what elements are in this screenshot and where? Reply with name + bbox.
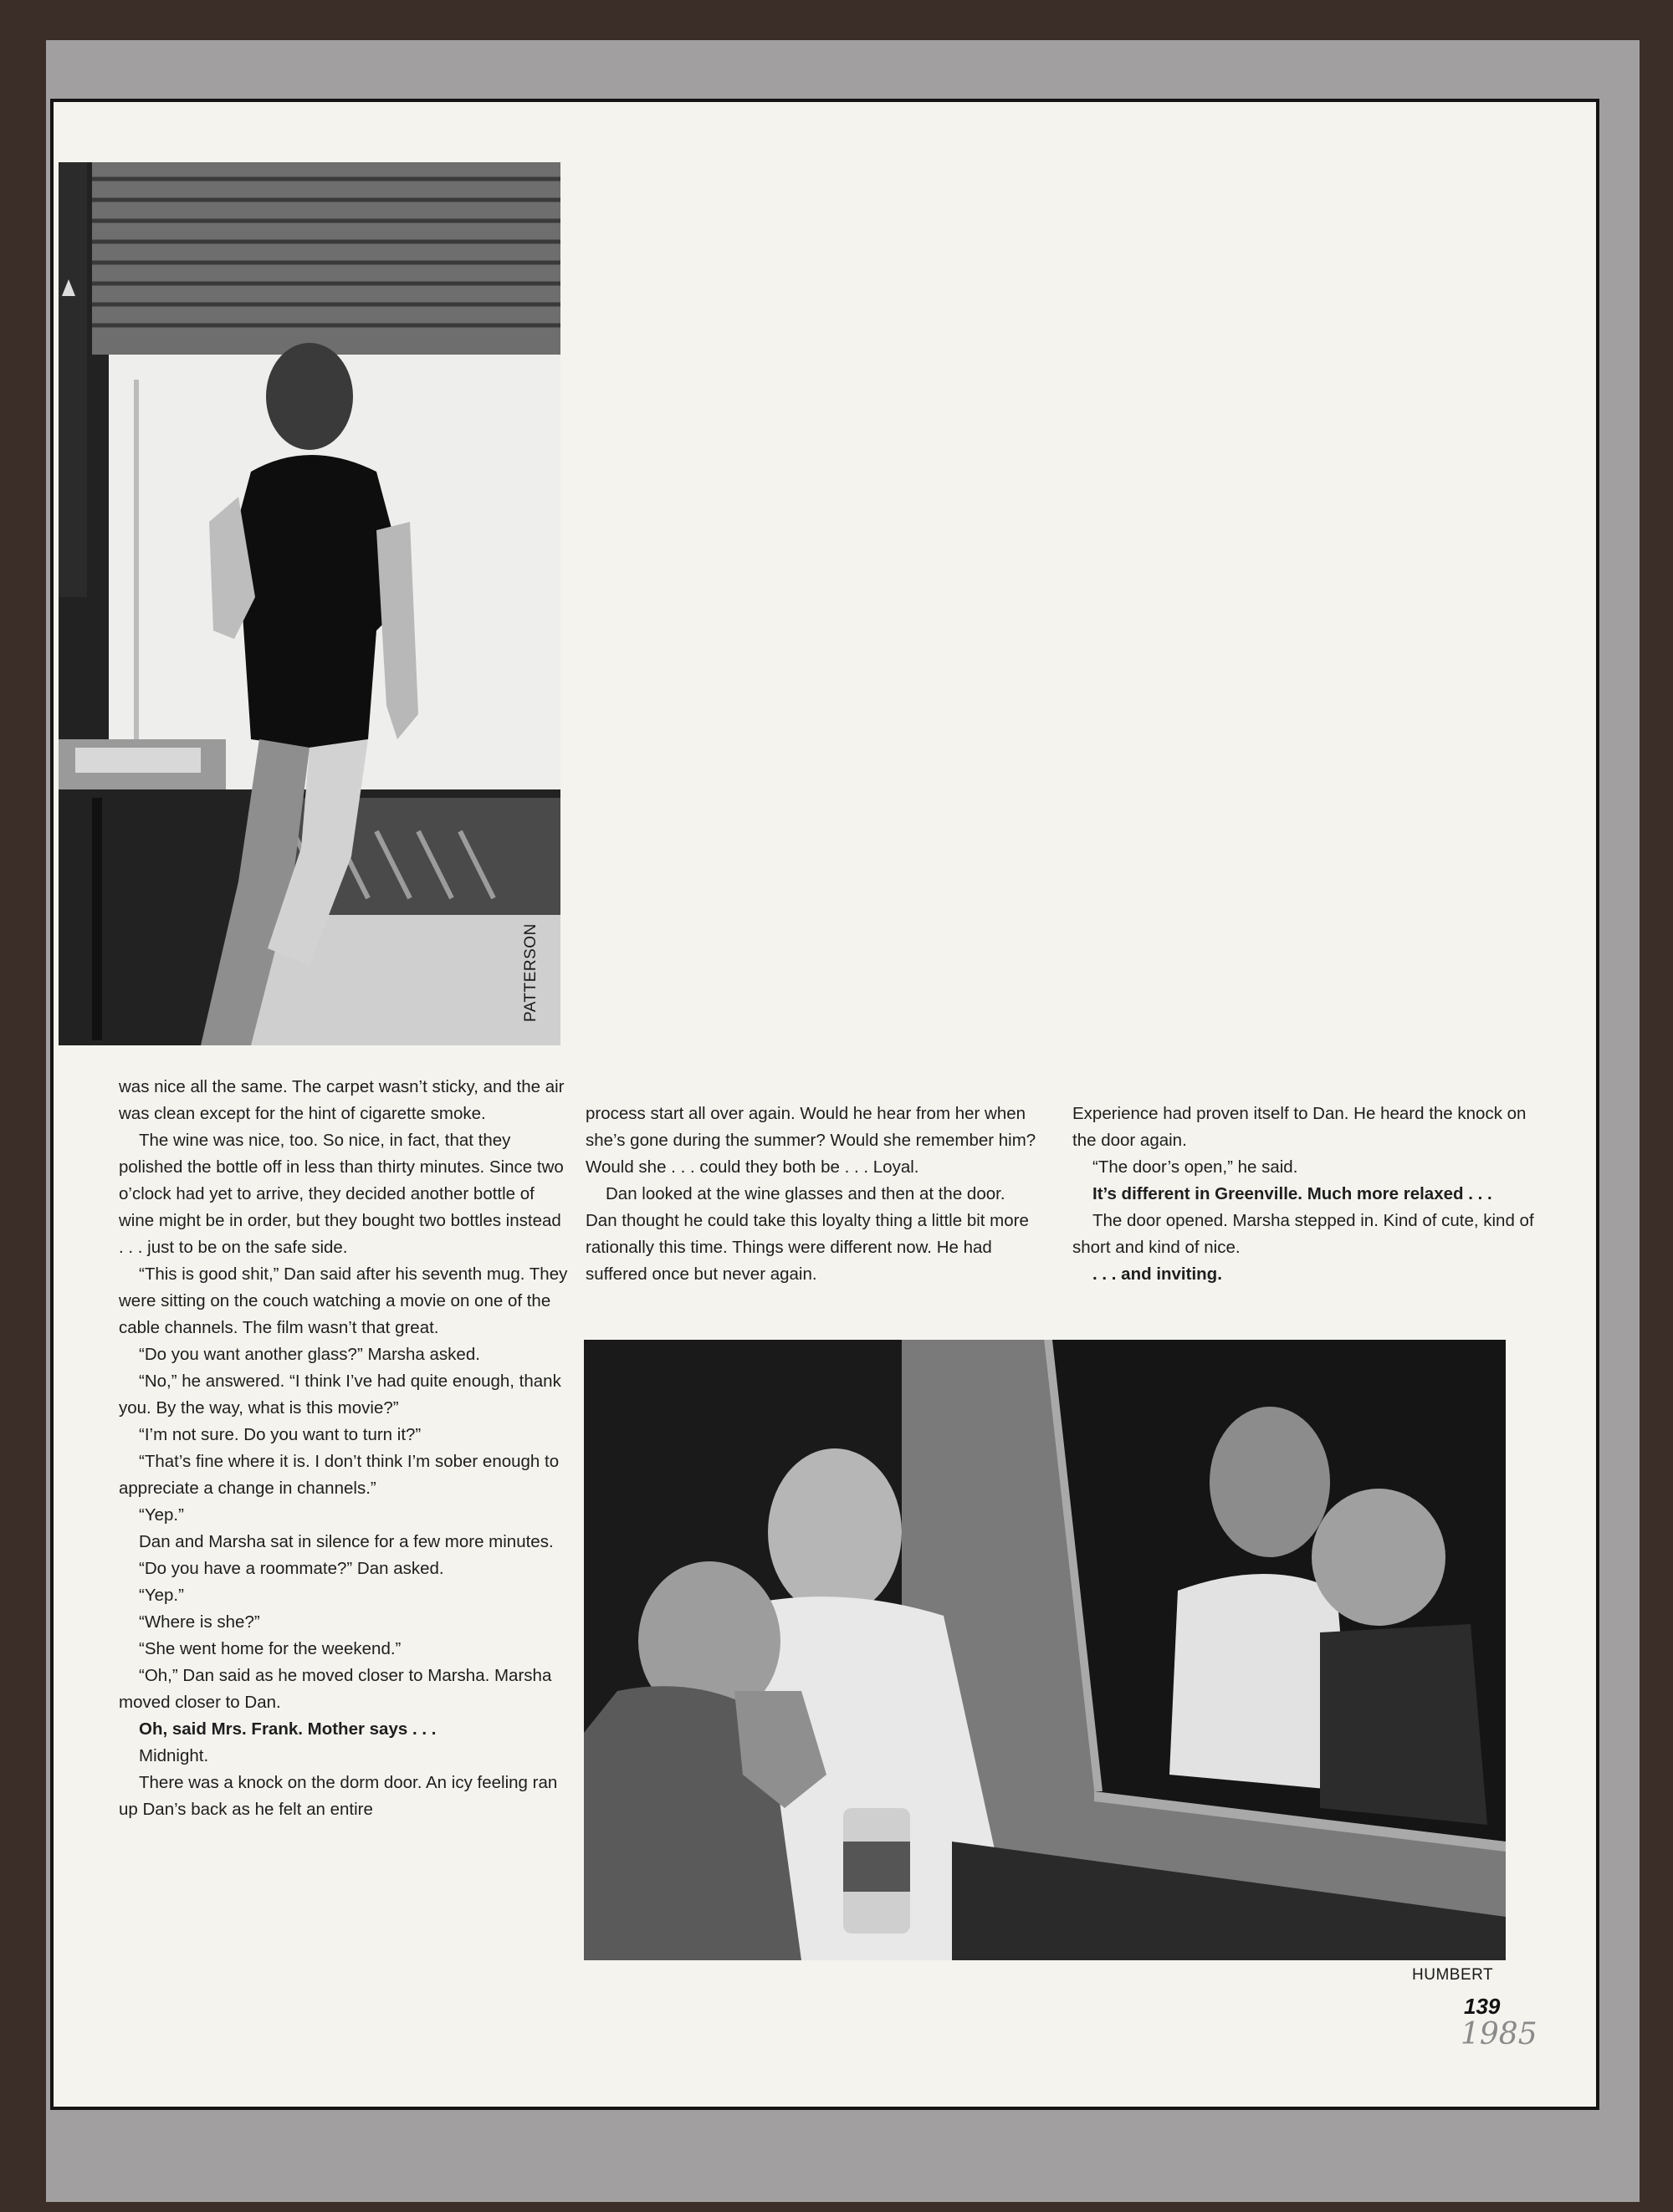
paragraph: “I’m not sure. Do you want to turn it?”: [139, 1425, 422, 1444]
paragraph: “She went home for the weekend.”: [139, 1639, 402, 1658]
photo-two-women-mirror: [584, 1340, 1506, 1960]
text-column-2: [586, 1101, 1037, 1288]
yearbook-page: [50, 99, 1599, 2110]
paragraph: “The door’s open,” he said.: [1092, 1157, 1298, 1177]
page-number: 139: [1464, 1994, 1501, 2019]
text-column-3: [1072, 1101, 1545, 1288]
paragraph-bold: . . . and inviting.: [1092, 1264, 1222, 1284]
paragraph: Dan looked at the wine glasses and then at the door. Dan thought he could take this loyalty thing a little bit more rationally this time. Things were different now. He had suffered once but never again.: [586, 1184, 1029, 1284]
handwritten-year: 1985: [1461, 2017, 1537, 2051]
paragraph: was nice all the same. The carpet wasn’t sticky, and the air was clean except for the hint of cigarette smoke.: [119, 1077, 565, 1123]
photo-credit-patterson: PATTERSON: [522, 923, 540, 1022]
paragraph: “Do you have a roommate?” Dan asked.: [139, 1559, 444, 1578]
paragraph: “This is good shit,” Dan said after his seventh mug. They were sitting on the couch watching a movie on one of the cable channels. The film wasn’t that great.: [119, 1264, 568, 1337]
paragraph: There was a knock on the dorm door. An icy feeling ran up Dan’s back as he felt an entire: [119, 1773, 558, 1819]
paragraph: “Where is she?”: [139, 1612, 260, 1632]
text-column-1: [119, 1074, 570, 1823]
paragraph: “Yep.”: [139, 1505, 184, 1525]
paragraph: “No,” he answered. “I think I’ve had quite enough, thank you. By the way, what is this movie?”: [119, 1372, 561, 1418]
paragraph: “Do you want another glass?” Marsha asked.: [139, 1345, 480, 1364]
paragraph: “Yep.”: [139, 1586, 184, 1605]
photo-credit-humbert: HUMBERT: [1412, 1966, 1494, 1984]
paragraph: “That’s fine where it is. I don’t think I’m sober enough to appreciate a change in channels.”: [119, 1452, 560, 1498]
paragraph: Experience had proven itself to Dan. He heard the knock on the door again.: [1072, 1104, 1527, 1150]
paragraph: process start all over again. Would he hear from her when she’s gone during the summer? Would she remember him? Would she . . . could they both be . . . Loyal.: [586, 1104, 1036, 1177]
paragraph: The door opened. Marsha stepped in. Kind of cute, kind of short and kind of nice.: [1072, 1211, 1534, 1257]
paragraph: Dan and Marsha sat in silence for a few more minutes.: [139, 1532, 554, 1551]
paragraph: Midnight.: [139, 1746, 209, 1765]
paragraph-bold: It’s different in Greenville. Much more relaxed . . .: [1092, 1184, 1492, 1203]
photo-man-at-window: [59, 162, 560, 1045]
paragraph: “Oh,” Dan said as he moved closer to Marsha. Marsha moved closer to Dan.: [119, 1666, 552, 1712]
paragraph: The wine was nice, too. So nice, in fact, that they polished the bottle off in less than thirty minutes. Since two o’clock had yet to arrive, they decided another bottle of wine might be in order, but they bought two bottles instead . . . just to be on the safe side.: [119, 1131, 564, 1257]
paragraph-bold: Oh, said Mrs. Frank. Mother says . . .: [139, 1719, 437, 1739]
